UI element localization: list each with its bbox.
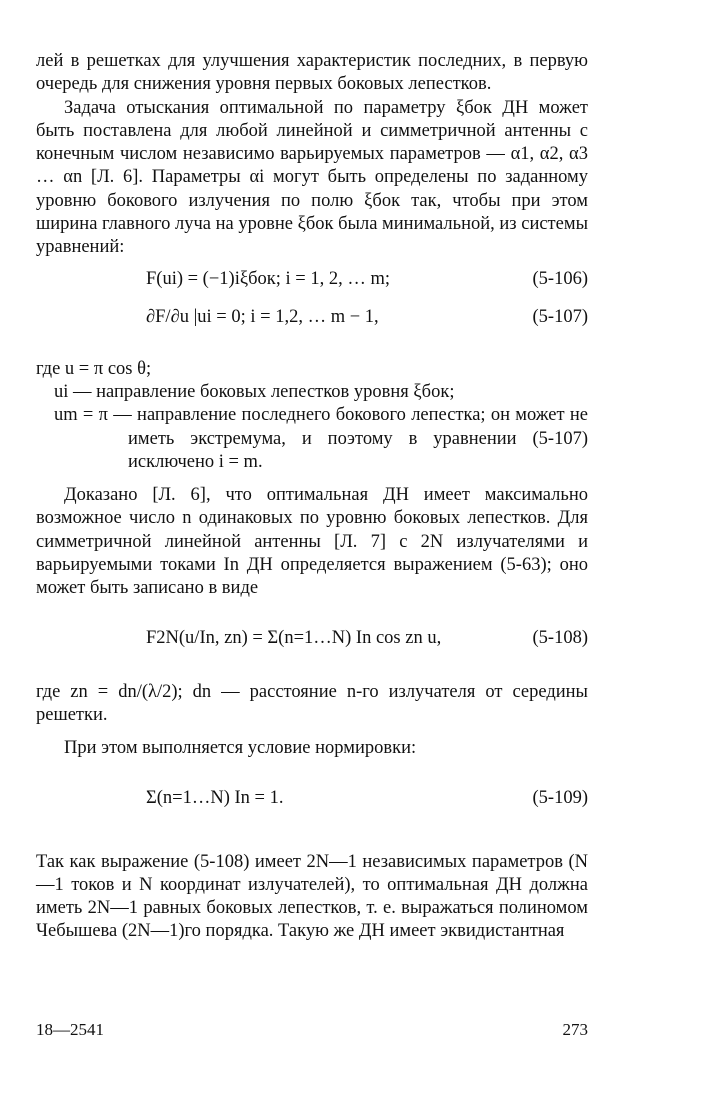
equation-5-107 [36,302,588,354]
page-body [36,50,588,944]
where-line-1: где u = π cos θ; [36,358,152,379]
equation-5-106-body: F(ui) = (−1)iξбок; i = 1, 2, … m; [146,268,390,289]
equation-5-107-number: (5-107) [532,306,588,327]
equation-5-109-number: (5-109) [532,787,588,808]
paragraph-1: лей в решетках для улучшения характеристик последних, в первую очередь для снижения уровня первых боковых лепестков. [36,51,588,95]
where-line-2: где zn = dn/(λ/2); dn — расстояние n-го излучателя от середины решетки. [36,681,588,725]
paragraph-4: При этом выполняется условие нормировки: [64,738,417,759]
equation-5-108 [36,605,588,677]
footer-signature: 18—2541 [36,1020,104,1039]
equation-5-109 [36,765,588,837]
definition-1: ui — направление боковых лепестков уровня ξбок; [54,381,455,402]
page-footer [36,1020,588,1044]
equation-5-106-number: (5-106) [532,268,588,289]
page-number: 273 [562,1020,588,1039]
equation-5-107-body: ∂F/∂u |ui = 0; i = 1,2, … m − 1, [146,306,379,327]
equation-5-109-body: Σ(n=1…N) In = 1. [146,787,284,808]
paragraph-2: Задача отыскания оптимальной по параметру ξбок ДН может быть поставлена для любой линейной и симметричной антенны с конечным числом независимо варьируемых параметров — α1, α2, α3 … αn [Л. 6]. Параметры αi могут быть определены по заданному уровню бокового излучения по полю ξбок так, чтобы при этом ширина главного луча на уровне ξбок была минимальной, из системы уравнений: [36,97,588,258]
equation-5-106 [36,264,588,298]
equation-5-108-body: F2N(u/In, zn) = Σ(n=1…N) In cos zn u, [146,627,442,648]
definition-2: um = π — направление последнего бокового лепестка; он может не иметь экстремума, и поэтому в уравнении (5-107) исключено i = m. [54,405,588,472]
paragraph-5: Так как выражение (5-108) имеет 2N—1 независимых параметров (N—1 токов и N координат излучателей), то оптимальная ДН должна иметь 2N—1 равных боковых лепестков, т. е. выражаться полиномом Чебышева (2N—1)го порядка. Такую же ДН имеет эквидистантная [36,851,588,942]
equation-5-108-number: (5-108) [532,627,588,648]
paragraph-3: Доказано [Л. 6], что оптимальная ДН имеет максимально возможное число n одинаковых по уровню боковых лепестков. Для симметричной линейной антенны [Л. 7] с 2N излучателями и варьируемыми токами In ДН определяется выражением (5-63); оно может быть записано в виде [36,485,588,599]
